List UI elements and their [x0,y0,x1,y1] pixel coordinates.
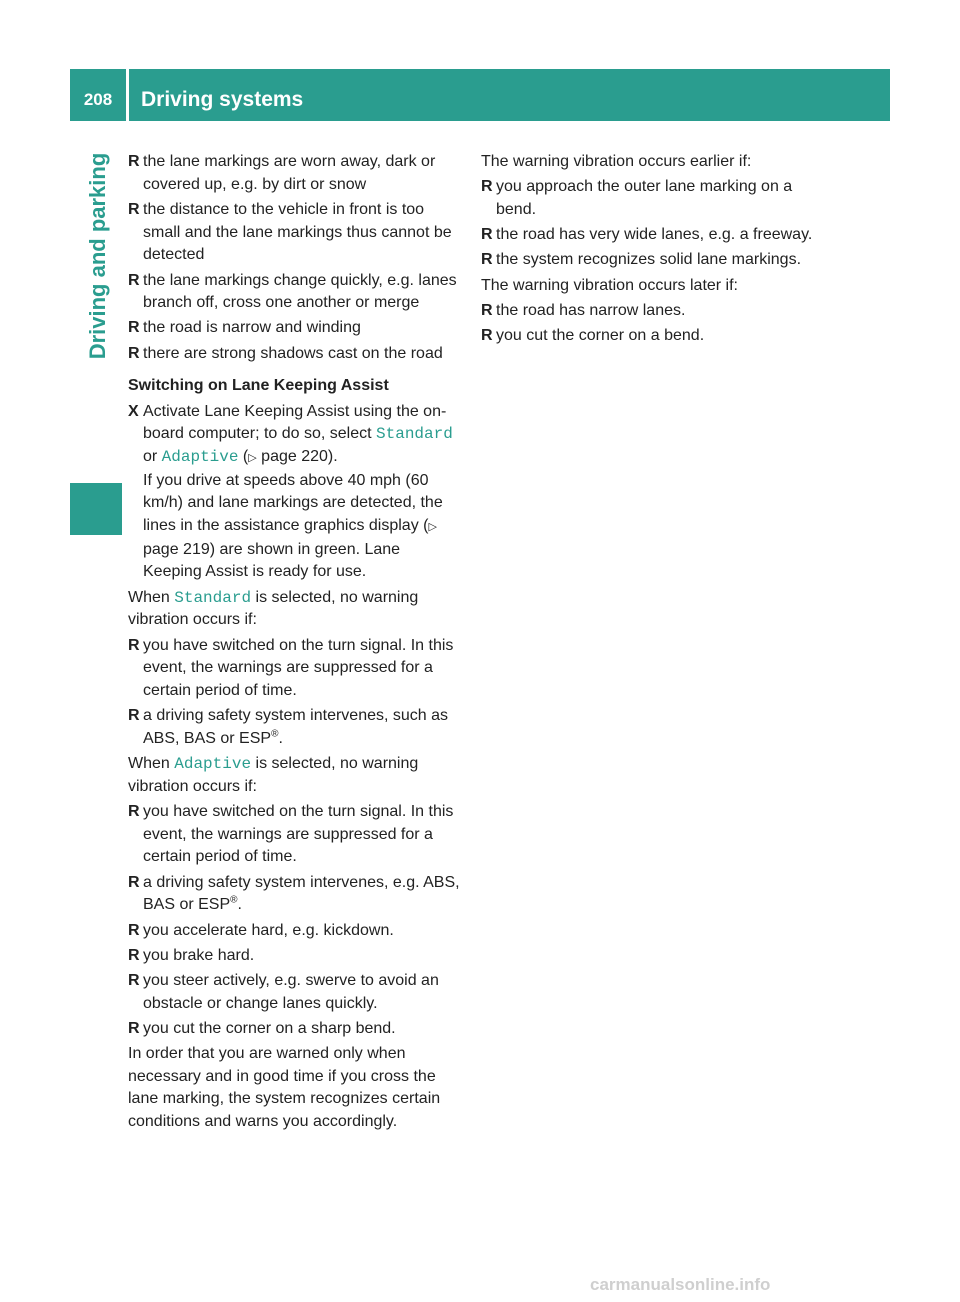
section-title: Driving systems [141,88,304,111]
list-item: R the lane markings change quickly, e.g. lanes branch off, cross one another or merge [128,271,457,312]
list-item: R the system recognizes solid lane markings. [481,249,821,272]
bullet-icon: R [128,1019,140,1037]
adaptive-setting: Adaptive [174,755,252,774]
side-tab-marker [70,483,122,535]
bullet-icon: R [128,707,140,725]
watermark: carmanualsonline.info [590,1275,771,1294]
list-item: R you have switched on the turn signal. In this event, the warnings are suppressed for a certain period of time. [128,636,454,699]
list-item: R there are strong shadows cast on the road [128,343,462,366]
right-column [481,151,821,350]
list-item: R you have switched on the turn signal. In this event, the warnings are suppressed for a certain period of time. [128,802,454,866]
bullet-icon: R [481,226,493,244]
bullet-icon: R [128,921,140,939]
bullet-icon: R [128,802,140,820]
bullet-icon: R [128,946,140,964]
page-ref: page 219) are shown in green. Lane Keeping Assist is ready for use. [143,540,401,581]
page-ref-icon: ▷ [428,521,437,534]
header-divider [126,69,129,121]
registered-mark: ® [271,728,279,740]
list-item: R you accelerate hard, e.g. kickdown. [128,920,462,943]
earlier-heading: The warning vibration occurs earlier if: [481,153,752,170]
list-item: R you brake hard. [128,945,462,968]
switching-heading: Switching on Lane Keeping Assist [128,377,389,395]
list-item: R the road has very wide lanes, e.g. a freeway. [481,224,821,247]
bullet-icon: R [481,301,493,319]
instruction-step: X Activate Lane Keeping Assist using the on-board computer; to do so, select Standard or Adaptive (▷ page 220). If you drive at speeds above 40 mph (60 km/h) and lane markings are detected, the lines in the assistance graphics display (▷ page 219) are shown in green. Lane Keeping Assist is ready for use. [128,401,462,585]
bullet-icon: R [128,873,140,891]
list-item: R the road is narrow and winding [128,317,462,340]
step-arrow-icon: X [128,402,139,420]
bullet-icon: R [128,319,140,337]
bullet-icon: R [128,344,140,362]
list-item: R the road has narrow lanes. [481,300,821,323]
bullet-icon: R [128,153,140,170]
bullet-icon: R [128,271,140,289]
bullet-icon: R [481,326,493,344]
registered-mark: ® [230,894,238,906]
adaptive-setting: Adaptive [161,447,239,466]
step-result: If you drive at speeds above 40 mph (60 km/h) and lane markings are detected, the lines in the assistance graphics display (▷ page 219) are shown in green. Lane Keeping Assist is ready for use. [143,471,443,581]
standard-setting: Standard [174,588,252,607]
bullet-icon: R [128,200,140,218]
list-item: R you cut the corner on a bend. [481,325,821,348]
closing-paragraph: In order that you are warned only when necessary and in good time if you cross the lane marking, the system recognizes certain conditions and warns you accordingly. [128,1045,441,1131]
left-column [128,151,462,1136]
page-ref: page 220). [256,447,338,465]
list-item: R you approach the outer lane marking on a bend. [481,178,793,218]
standard-intro: When Standard is selected, no warning vibration occurs if: [128,588,419,629]
standard-setting: Standard [376,425,453,444]
bullet-icon: R [128,636,140,654]
bullet-icon: R [128,971,140,989]
page-ref-icon: ▷ [248,451,257,464]
bullet-icon: R [481,178,493,196]
adaptive-intro: When Adaptive is selected, no warning vibration occurs if: [128,755,419,795]
list-item: R you steer actively, e.g. swerve to avoid an obstacle or change lanes quickly. [128,971,439,1012]
list-item: R the lane markings are worn away, dark or covered up, e.g. by dirt or snow [128,153,436,193]
list-item: R a driving safety system intervenes, e.g. ABS, BAS or ESP®. [128,873,460,914]
list-item: R the distance to the vehicle in front is too small and the lane markings thus cannot be detected [128,200,452,264]
list-item: R you cut the corner on a sharp bend. [128,1018,462,1041]
bullet-icon: R [481,251,493,269]
page-number: 208 [83,90,113,109]
list-item: R a driving safety system intervenes, such as ABS, BAS or ESP®. [128,707,449,747]
side-tab-label: Driving and parking [85,152,110,360]
later-heading: The warning vibration occurs later if: [481,276,738,294]
